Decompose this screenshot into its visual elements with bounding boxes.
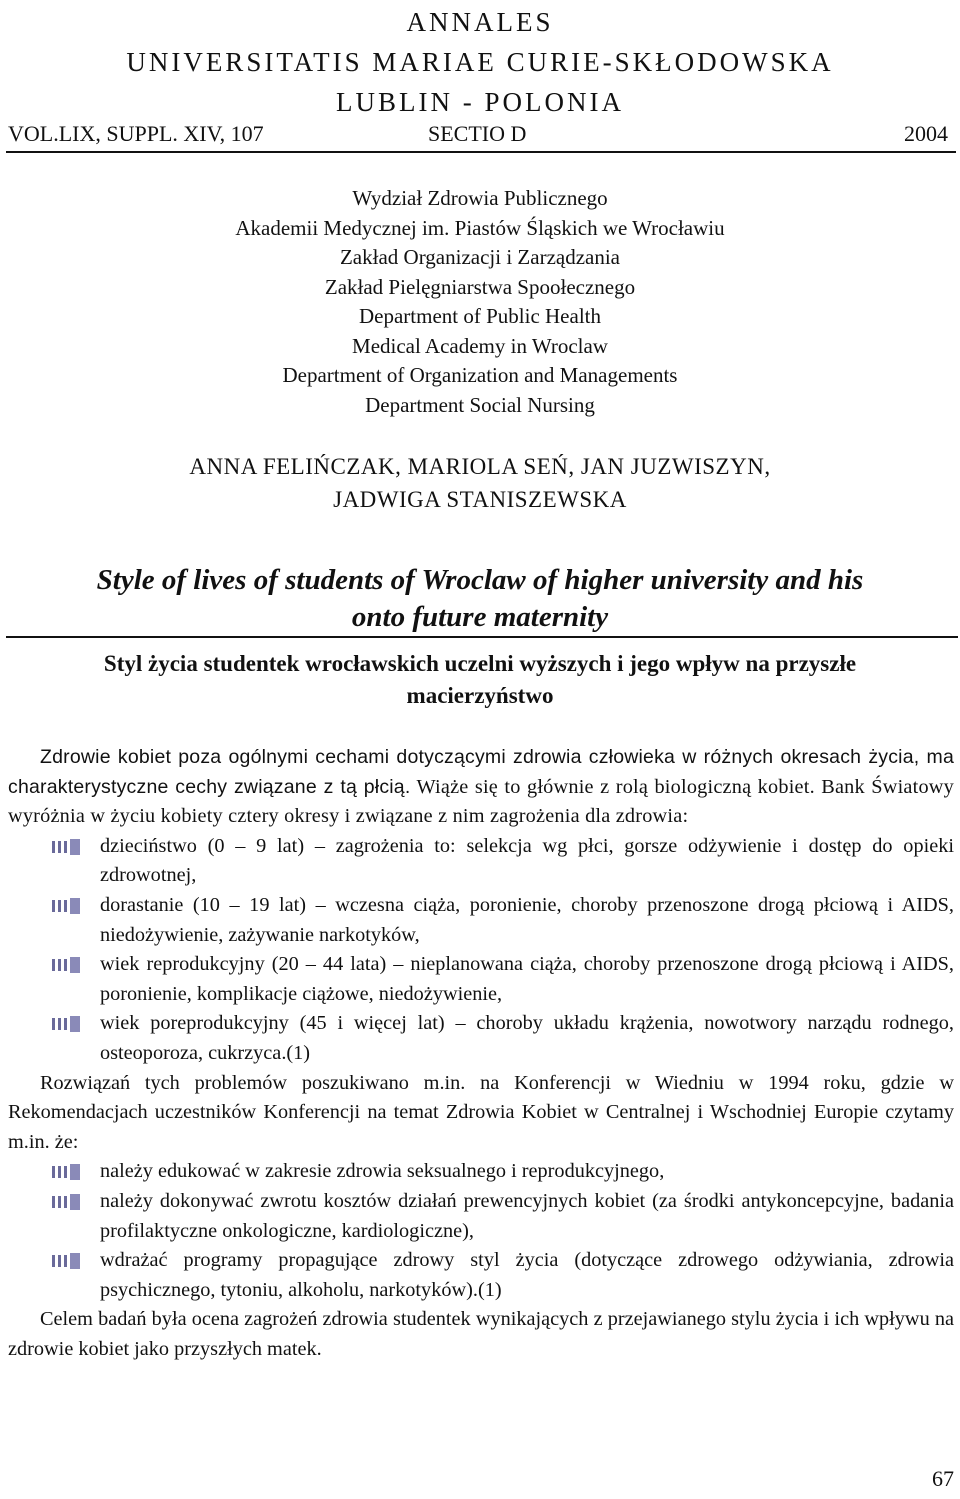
header-rule <box>6 151 956 153</box>
list-item-text: dzieciństwo (0 – 9 lat) – zagrożenia to: selekcja wg płci, gorsze odżywienie i dostęp do opieki zdrowotnej, <box>100 834 954 887</box>
authors-line1: ANNA FELIŃCZAK, MARIOLA SEŃ, JAN JUZWISZYN, <box>189 454 771 479</box>
title-en-line1: Style of lives of students of Wroclaw of higher university and his <box>96 564 864 596</box>
list-item-text: należy edukować w zakresie zdrowia seksualnego i reprodukcyjnego, <box>100 1160 665 1183</box>
paragraph-intro-sans: Zdrowie kobiet poza ogólnymi cechami dotyczącymi zdrowia człowieka w różnych okresach życia, ma charakterystyczne cechy związane z tą płcią. <box>8 746 954 798</box>
list-item-text: wdrażać programy propagujące zdrowy styl życia (dotyczące zdrowego odżywiania, zdrowia psychicznego, tytoniu, alkoholu, narkotyków).(1) <box>100 1249 954 1301</box>
striped-square-bullet-icon <box>52 1253 80 1269</box>
title-pl-line2: macierzyństwo <box>406 683 554 708</box>
affiliation-line: Medical Academy in Wroclaw <box>352 333 608 358</box>
affiliations <box>0 184 960 420</box>
journal-title-line1: ANNALES <box>406 7 554 37</box>
affiliation-line: Department of Organization and Managements <box>282 363 678 387</box>
article-title-english <box>0 562 960 636</box>
list-item-text: dorastanie (10 – 19 lat) – wczesna ciąża, poronienie, choroby przenoszone drogą płciową i AIDS, niedożywienie, zażywanie narkotyków, <box>100 893 954 946</box>
affiliation-line: Zakład Organizacji i Zarządzania <box>339 245 621 269</box>
journal-title-line2: UNIVERSITATIS MARIAE CURIE-SKŁODOWSKA <box>126 47 834 77</box>
list-item-text: wiek poreprodukcyjny (45 i więcej lat) – choroby układu krążenia, nowotwory narządu rodnego, osteoporoza, cukrzyca.(1) <box>100 1012 954 1064</box>
title-rule <box>6 636 958 638</box>
title-en-line2: onto future maternity <box>351 601 609 633</box>
list-item <box>8 950 954 1009</box>
year-info: 2004 <box>904 121 948 146</box>
life-stages-list <box>8 832 954 1069</box>
section-info: SECTIO D <box>428 121 527 146</box>
paragraph-aim: Celem badań była ocena zagrożeń zdrowia studentek wynikających z przejawianego stylu życia i ich wpływu na zdrowie kobiet jako przyszłych matek. <box>8 1308 954 1360</box>
striped-square-bullet-icon <box>52 957 80 973</box>
article-body <box>8 743 954 1364</box>
striped-square-bullet-icon <box>52 1164 80 1180</box>
striped-square-bullet-icon <box>52 839 80 855</box>
affiliation-line: Department Social Nursing <box>365 392 595 417</box>
list-item <box>8 1009 954 1068</box>
journal-meta <box>8 121 948 149</box>
paragraph-conference: Rozwiązań tych problemów poszukiwano m.in. na Konferencji w Wiedniu w 1994 roku, gdzie w Rekomendacjach uczestników Konferencji na temat Zdrowia Kobiet w Centralnej i Wschodniej Europie czytamy m.in. że: <box>8 1071 954 1153</box>
recommendations-list <box>8 1157 954 1305</box>
striped-square-bullet-icon <box>52 898 80 914</box>
list-item <box>8 1246 954 1305</box>
paragraph-intro-serif: Wiąże się to głównie z rolą biologiczną kobiet. Bank Światowy wyróżnia w życiu kobiety cztery okresy i związane z nim zagrożenia dla zdrowia: <box>8 775 954 828</box>
volume-info: VOL.LIX, SUPPL. XIV, 107 <box>8 121 264 146</box>
affiliation-line: Wydział Zdrowia Publicznego <box>352 186 608 210</box>
list-item <box>8 1187 954 1246</box>
title-pl-line1: Styl życia studentek wrocławskich uczelni wyższych i jego wpływ na przyszłe <box>103 651 857 676</box>
page-number: 67 <box>932 1466 954 1491</box>
striped-square-bullet-icon <box>52 1194 80 1210</box>
list-item <box>8 891 954 950</box>
list-item <box>8 832 954 891</box>
affiliation-line: Zakład Pielęgniarstwa Spoołecznego <box>324 274 636 299</box>
authors <box>0 450 960 516</box>
striped-square-bullet-icon <box>52 1016 80 1032</box>
list-item <box>8 1157 954 1187</box>
authors-line2: JADWIGA STANISZEWSKA <box>333 487 627 512</box>
affiliation-line: Akademii Medycznej im. Piastów Śląskich we Wrocławiu <box>235 215 725 240</box>
list-item-text: wiek reprodukcyjny (20 – 44 lata) – nieplanowana ciąża, choroby przenoszone drogą płciową i AIDS, poronienie, komplikacje ciążowe, niedożywienie, <box>100 953 954 1005</box>
list-item-text: należy dokonywać zwrotu kosztów działań prewencyjnych kobiet (za środki antykoncepcyjne, badania profilaktyczne onkologiczne, kardiologiczne), <box>100 1189 954 1242</box>
article-title-polish <box>0 648 960 712</box>
affiliation-line: Department of Public Health <box>358 304 601 328</box>
paragraph-intro <box>8 743 954 832</box>
journal-title-line3: LUBLIN - POLONIA <box>336 87 624 117</box>
